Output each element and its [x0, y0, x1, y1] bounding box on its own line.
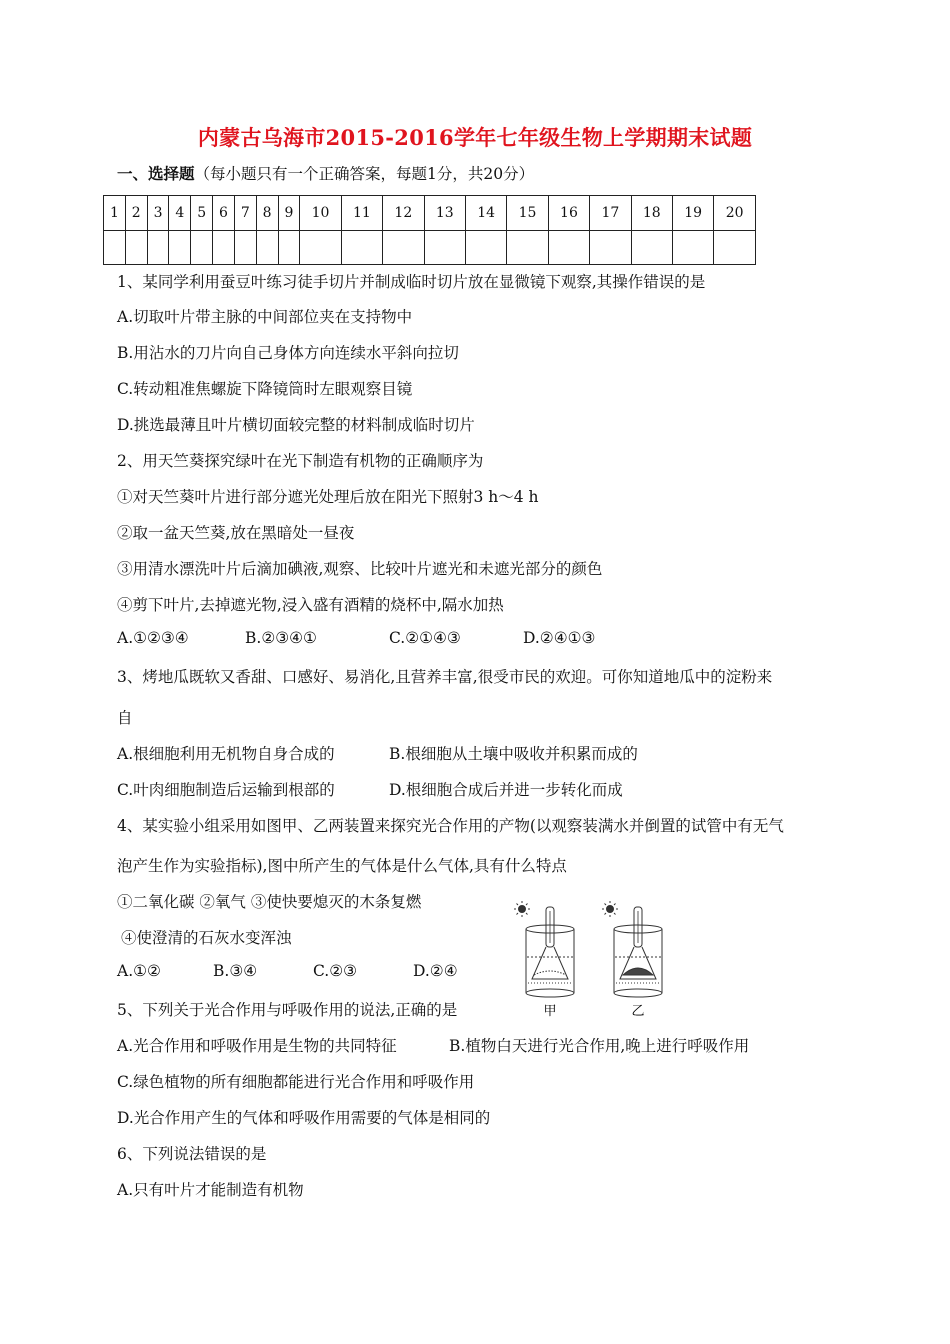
answer-table-number-row	[104, 196, 756, 231]
answer-cell[interactable]	[424, 230, 465, 265]
q3-option-b: B.根细胞从土壤中吸收并积累而成的	[389, 745, 638, 763]
q4-option-c: C.②③	[313, 962, 358, 980]
answer-number: 3	[147, 196, 169, 231]
apparatus-diagram	[510, 895, 690, 1020]
section-heading	[117, 162, 534, 184]
q6-stem: 6、下列说法错误的是	[117, 1145, 267, 1163]
answer-cell[interactable]	[300, 230, 341, 265]
q2-step-3: ③用清水漂洗叶片后滴加碘液,观察、比较叶片遮光和未遮光部分的颜色	[117, 560, 603, 578]
q1-option-b: B.用沾水的刀片向自己身体方向连续水平斜向拉切	[117, 344, 459, 362]
answer-cell[interactable]	[465, 230, 506, 265]
answer-number: 14	[465, 196, 506, 231]
answer-cell[interactable]	[147, 230, 169, 265]
q5-stem: 5、下列关于光合作用与呼吸作用的说法,正确的是	[117, 1001, 458, 1019]
answer-number: 18	[631, 196, 672, 231]
q1-option-c: C.转动粗准焦螺旋下降镜筒时左眼观察目镜	[117, 380, 413, 398]
answer-number: 12	[383, 196, 424, 231]
sun-icon	[607, 906, 614, 913]
q4-stem-line-2: 泡产生作为实验指标),图中所产生的气体是什么气体,具有什么特点	[117, 857, 567, 875]
q1-option-a: A.切取叶片带主脉的中间部位夹在支持物中	[117, 308, 413, 326]
page-title: 内蒙古乌海市2015-2016学年七年级生物上学期期末试题	[197, 125, 753, 150]
answer-number: 5	[191, 196, 213, 231]
apparatus-jia	[514, 901, 574, 997]
q5-option-a: A.光合作用和呼吸作用是生物的共同特征	[117, 1037, 397, 1055]
answer-number: 13	[424, 196, 465, 231]
q5-option-d: D.光合作用产生的气体和呼吸作用需要的气体是相同的	[117, 1109, 491, 1127]
answer-cell[interactable]	[672, 230, 713, 265]
q3-option-d: D.根细胞合成后并进一步转化而成	[389, 781, 623, 799]
answer-number: 4	[169, 196, 191, 231]
answer-number: 19	[672, 196, 713, 231]
answer-number: 17	[590, 196, 631, 231]
answer-cell[interactable]	[256, 230, 278, 265]
q2-step-2: ②取一盆天竺葵,放在黑暗处一昼夜	[117, 524, 355, 542]
aquatic-plant	[623, 968, 653, 975]
q1-option-d: D.挑选最薄且叶片横切面较完整的材料制成临时切片	[117, 416, 475, 434]
q4-option-d: D.②④	[413, 962, 458, 980]
q5-option-b: B.植物白天进行光合作用,晚上进行呼吸作用	[449, 1037, 750, 1055]
answer-number: 20	[714, 196, 756, 231]
q3-option-c: C.叶肉细胞制造后运输到根部的	[117, 781, 335, 799]
answer-cell[interactable]	[191, 230, 213, 265]
answer-number: 15	[507, 196, 548, 231]
answer-cell[interactable]	[507, 230, 548, 265]
answer-number: 6	[213, 196, 235, 231]
q2-step-4: ④剪下叶片,去掉遮光物,浸入盛有酒精的烧杯中,隔水加热	[117, 596, 504, 614]
q4-option-b: B.③④	[213, 962, 258, 980]
answer-cell[interactable]	[631, 230, 672, 265]
answer-cell[interactable]	[383, 230, 424, 265]
answer-number: 16	[548, 196, 589, 231]
q2-option-a: A.①②③④	[117, 629, 189, 647]
q3-option-a: A.根细胞利用无机物自身合成的	[117, 745, 335, 763]
answer-number: 9	[278, 196, 300, 231]
answer-cell[interactable]	[341, 230, 382, 265]
q2-option-b: B.②③④①	[245, 629, 317, 647]
q2-option-c: C.②①④③	[389, 629, 461, 647]
q1-stem: 1、某同学利用蚕豆叶练习徒手切片并制成临时切片放在显微镜下观察,其操作错误的是	[117, 273, 706, 291]
q4-stem-line-1: 4、某实验小组采用如图甲、乙两装置来探究光合作用的产物(以观察装满水并倒置的试管中有无气	[117, 817, 784, 835]
answer-number: 11	[341, 196, 382, 231]
section-title: 一、选择题	[117, 164, 195, 183]
answer-cell[interactable]	[213, 230, 235, 265]
q4-option-a: A.①②	[117, 962, 161, 980]
answer-cell[interactable]	[548, 230, 589, 265]
q3-stem-line-2: 自	[117, 709, 133, 727]
q3-stem-line-1: 3、烤地瓜既软又香甜、口感好、易消化,且营养丰富,很受市民的欢迎。可你知道地瓜中的淀粉来	[117, 668, 773, 686]
answer-cell[interactable]	[590, 230, 631, 265]
apparatus-yi	[602, 901, 662, 997]
answer-cell[interactable]	[234, 230, 256, 265]
q2-option-d: D.②④①③	[523, 629, 596, 647]
q4-choices-line-2: ④使澄清的石灰水变浑浊	[121, 929, 292, 947]
answer-cell[interactable]	[104, 230, 126, 265]
q5-option-c: C.绿色植物的所有细胞都能进行光合作用和呼吸作用	[117, 1073, 475, 1091]
answer-number: 7	[234, 196, 256, 231]
experiment-figure	[510, 895, 690, 1020]
sun-icon	[519, 906, 526, 913]
figure-label-jia: 甲	[543, 1004, 557, 1019]
figure-label-yi: 乙	[631, 1004, 645, 1019]
answer-number: 8	[256, 196, 278, 231]
answer-number: 2	[125, 196, 147, 231]
q2-stem: 2、用天竺葵探究绿叶在光下制造有机物的正确顺序为	[117, 452, 484, 470]
answer-table	[103, 195, 756, 265]
answer-number: 1	[104, 196, 126, 231]
q6-option-a: A.只有叶片才能制造有机物	[117, 1181, 304, 1199]
answer-cell[interactable]	[169, 230, 191, 265]
answer-table-blank-row	[104, 230, 756, 265]
answer-cell[interactable]	[278, 230, 300, 265]
section-note: （每小题只有一个正确答案，每题1分，共20分）	[194, 165, 535, 183]
q4-choices-line-1: ①二氧化碳 ②氧气 ③使快要熄灭的木条复燃	[117, 893, 422, 911]
answer-cell[interactable]	[125, 230, 147, 265]
q2-step-1: ①对天竺葵叶片进行部分遮光处理后放在阳光下照射3 h～4 h	[117, 488, 539, 506]
answer-number: 10	[300, 196, 341, 231]
answer-cell[interactable]	[714, 230, 756, 265]
